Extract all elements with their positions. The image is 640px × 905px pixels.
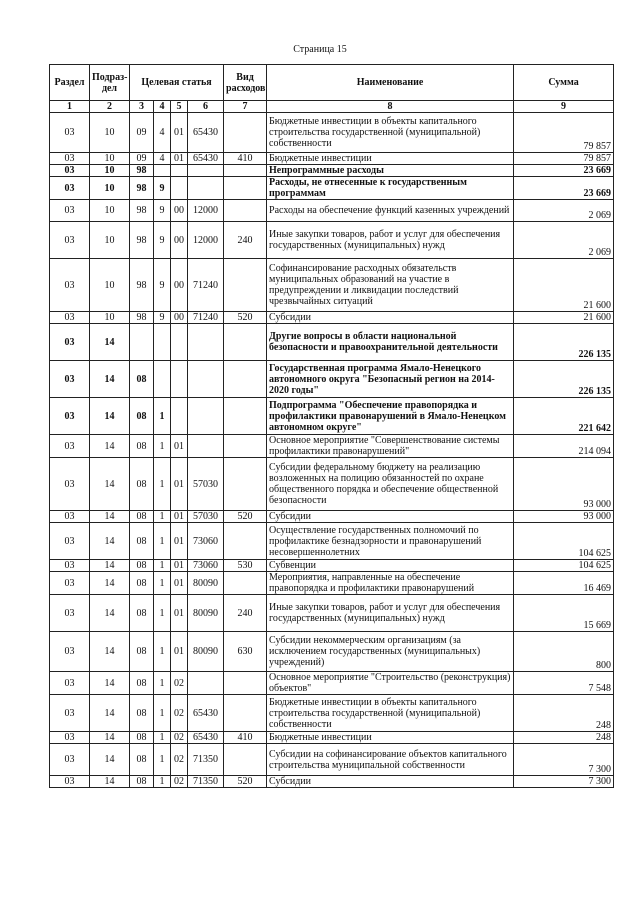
column-number-row [50, 101, 614, 113]
header-name: Наименование [267, 65, 514, 101]
table-body [50, 113, 614, 788]
code-cell-c1: 03 [50, 435, 90, 458]
name-cell: Субвенции [267, 560, 514, 572]
code-cell-c1: 03 [50, 672, 90, 695]
header-razdel: Раздел [50, 65, 90, 101]
code-cell-c2: 10 [90, 177, 130, 200]
code-cell-c7 [224, 324, 267, 361]
name-cell: Субсидии федеральному бюджету на реализацию возложенных на полицию обязанностей по охране общественного порядка и обеспечение общественной безопасности [267, 458, 514, 511]
table-row [50, 200, 614, 222]
column-number: 4 [154, 101, 171, 113]
code-cell-c7 [224, 259, 267, 312]
code-cell-c5: 01 [171, 523, 188, 560]
code-cell-c6 [188, 672, 224, 695]
code-cell-c7 [224, 165, 267, 177]
table-row [50, 632, 614, 672]
code-cell-c1: 03 [50, 324, 90, 361]
sum-cell: 800 [514, 632, 614, 672]
code-cell-c5 [171, 165, 188, 177]
code-cell-c4: 1 [154, 732, 171, 744]
code-cell-c3 [130, 324, 154, 361]
code-cell-c1: 03 [50, 523, 90, 560]
column-number: 3 [130, 101, 154, 113]
header-vid-raskhodov: Вид расходов [224, 65, 267, 101]
code-cell-c1: 03 [50, 222, 90, 259]
code-cell-c7 [224, 744, 267, 776]
table-row [50, 511, 614, 523]
sum-cell: 79 857 [514, 153, 614, 165]
code-cell-c5: 00 [171, 222, 188, 259]
sum-cell: 23 669 [514, 165, 614, 177]
code-cell-c6 [188, 165, 224, 177]
code-cell-c5 [171, 324, 188, 361]
code-cell-c2: 14 [90, 511, 130, 523]
code-cell-c4: 1 [154, 523, 171, 560]
code-cell-c3: 09 [130, 153, 154, 165]
code-cell-c2: 14 [90, 776, 130, 788]
code-cell-c5: 01 [171, 458, 188, 511]
sum-cell: 7 300 [514, 744, 614, 776]
code-cell-c2: 10 [90, 113, 130, 153]
sum-cell: 21 600 [514, 312, 614, 324]
code-cell-c6 [188, 398, 224, 435]
code-cell-c2: 14 [90, 324, 130, 361]
code-cell-c6: 71350 [188, 744, 224, 776]
table-row [50, 695, 614, 732]
sum-cell: 248 [514, 695, 614, 732]
header-row [50, 65, 614, 101]
code-cell-c4: 1 [154, 398, 171, 435]
column-number: 5 [171, 101, 188, 113]
code-cell-c6: 80090 [188, 632, 224, 672]
code-cell-c3: 08 [130, 572, 154, 595]
name-cell: Иные закупки товаров, работ и услуг для обеспечения государственных (муниципальных) нужд [267, 222, 514, 259]
code-cell-c3: 08 [130, 695, 154, 732]
header-sum: Сумма [514, 65, 614, 101]
sum-cell: 214 094 [514, 435, 614, 458]
table-row [50, 572, 614, 595]
name-cell: Бюджетные инвестиции [267, 153, 514, 165]
sum-cell: 23 669 [514, 177, 614, 200]
code-cell-c4: 1 [154, 672, 171, 695]
code-cell-c4 [154, 165, 171, 177]
code-cell-c2: 10 [90, 312, 130, 324]
code-cell-c7 [224, 177, 267, 200]
code-cell-c7: 530 [224, 560, 267, 572]
code-cell-c5: 02 [171, 732, 188, 744]
sum-cell: 2 069 [514, 222, 614, 259]
code-cell-c3: 98 [130, 165, 154, 177]
table-row [50, 165, 614, 177]
code-cell-c1: 03 [50, 560, 90, 572]
code-cell-c7 [224, 695, 267, 732]
code-cell-c6: 65430 [188, 695, 224, 732]
code-cell-c7: 240 [224, 595, 267, 632]
name-cell: Государственная программа Ямало-Ненецкого автономного округа "Безопасный регион на 2014-2020 годы" [267, 361, 514, 398]
sum-cell: 104 625 [514, 560, 614, 572]
page-title: Страница 15 [293, 44, 347, 55]
code-cell-c2: 10 [90, 153, 130, 165]
code-cell-c1: 03 [50, 177, 90, 200]
code-cell-c7: 410 [224, 732, 267, 744]
code-cell-c1: 03 [50, 595, 90, 632]
code-cell-c3: 08 [130, 361, 154, 398]
code-cell-c6: 57030 [188, 511, 224, 523]
table-row [50, 744, 614, 776]
code-cell-c6 [188, 435, 224, 458]
code-cell-c2: 14 [90, 361, 130, 398]
code-cell-c4 [154, 361, 171, 398]
code-cell-c7 [224, 458, 267, 511]
code-cell-c5: 01 [171, 153, 188, 165]
code-cell-c5 [171, 398, 188, 435]
code-cell-c2: 14 [90, 458, 130, 511]
code-cell-c1: 03 [50, 511, 90, 523]
code-cell-c7 [224, 435, 267, 458]
code-cell-c3: 08 [130, 632, 154, 672]
code-cell-c1: 03 [50, 732, 90, 744]
code-cell-c2: 14 [90, 398, 130, 435]
code-cell-c1: 03 [50, 361, 90, 398]
code-cell-c7 [224, 523, 267, 560]
name-cell: Другие вопросы в области национальной безопасности и правоохранительной деятельности [267, 324, 514, 361]
budget-table [49, 64, 614, 788]
code-cell-c3: 08 [130, 435, 154, 458]
code-cell-c1: 03 [50, 695, 90, 732]
code-cell-c2: 14 [90, 672, 130, 695]
code-cell-c3: 08 [130, 595, 154, 632]
table-row [50, 776, 614, 788]
code-cell-c3: 08 [130, 732, 154, 744]
table-row [50, 259, 614, 312]
code-cell-c6: 73060 [188, 523, 224, 560]
code-cell-c3: 08 [130, 511, 154, 523]
sum-cell: 93 000 [514, 458, 614, 511]
name-cell: Субсидии на софинансирование объектов капитального строительства муниципальной собственности [267, 744, 514, 776]
code-cell-c2: 14 [90, 523, 130, 560]
code-cell-c1: 03 [50, 259, 90, 312]
code-cell-c7: 520 [224, 312, 267, 324]
code-cell-c3: 09 [130, 113, 154, 153]
code-cell-c5: 02 [171, 744, 188, 776]
code-cell-c2: 14 [90, 595, 130, 632]
code-cell-c6 [188, 361, 224, 398]
sum-cell: 226 135 [514, 324, 614, 361]
name-cell: Субсидии [267, 312, 514, 324]
code-cell-c4: 9 [154, 177, 171, 200]
code-cell-c5: 01 [171, 113, 188, 153]
code-cell-c4: 9 [154, 312, 171, 324]
code-cell-c5: 01 [171, 435, 188, 458]
code-cell-c6 [188, 177, 224, 200]
code-cell-c5: 02 [171, 672, 188, 695]
sum-cell: 7 548 [514, 672, 614, 695]
code-cell-c3: 08 [130, 744, 154, 776]
code-cell-c5: 01 [171, 511, 188, 523]
code-cell-c4: 1 [154, 632, 171, 672]
code-cell-c1: 03 [50, 200, 90, 222]
code-cell-c4: 1 [154, 435, 171, 458]
table-row [50, 113, 614, 153]
code-cell-c4: 1 [154, 572, 171, 595]
code-cell-c1: 03 [50, 744, 90, 776]
column-number: 1 [50, 101, 90, 113]
code-cell-c1: 03 [50, 572, 90, 595]
code-cell-c4: 9 [154, 222, 171, 259]
code-cell-c7: 630 [224, 632, 267, 672]
code-cell-c3: 08 [130, 523, 154, 560]
code-cell-c6: 65430 [188, 113, 224, 153]
code-cell-c5 [171, 361, 188, 398]
code-cell-c2: 14 [90, 732, 130, 744]
column-number: 6 [188, 101, 224, 113]
code-cell-c1: 03 [50, 458, 90, 511]
code-cell-c5: 01 [171, 572, 188, 595]
code-cell-c7: 520 [224, 511, 267, 523]
code-cell-c2: 10 [90, 165, 130, 177]
code-cell-c6: 73060 [188, 560, 224, 572]
column-number: 8 [267, 101, 514, 113]
code-cell-c6: 71240 [188, 312, 224, 324]
code-cell-c4: 1 [154, 511, 171, 523]
table-row [50, 153, 614, 165]
sum-cell: 226 135 [514, 361, 614, 398]
code-cell-c4: 9 [154, 259, 171, 312]
code-cell-c2: 10 [90, 222, 130, 259]
sum-cell: 93 000 [514, 511, 614, 523]
code-cell-c3: 98 [130, 222, 154, 259]
code-cell-c4: 1 [154, 695, 171, 732]
sum-cell: 21 600 [514, 259, 614, 312]
code-cell-c6: 80090 [188, 595, 224, 632]
name-cell: Подпрограмма "Обеспечение правопорядка и профилактики правонарушений в Ямало-Ненецком автономном округе" [267, 398, 514, 435]
code-cell-c5: 01 [171, 632, 188, 672]
code-cell-c1: 03 [50, 398, 90, 435]
code-cell-c6: 80090 [188, 572, 224, 595]
code-cell-c5: 00 [171, 259, 188, 312]
name-cell: Субсидии [267, 776, 514, 788]
name-cell: Бюджетные инвестиции в объекты капитального строительства государственной (муниципальной) собственности [267, 113, 514, 153]
table-row [50, 312, 614, 324]
code-cell-c7 [224, 672, 267, 695]
code-cell-c3: 08 [130, 672, 154, 695]
name-cell: Расходы, не отнесенные к государственным программам [267, 177, 514, 200]
code-cell-c3: 08 [130, 560, 154, 572]
name-cell: Бюджетные инвестиции [267, 732, 514, 744]
table-row [50, 222, 614, 259]
code-cell-c6: 65430 [188, 153, 224, 165]
code-cell-c5: 01 [171, 595, 188, 632]
table-row [50, 560, 614, 572]
name-cell: Софинансирование расходных обязательств муниципальных образований на участие в предупреждении и ликвидации последствий чрезвычайных ситуаций [267, 259, 514, 312]
code-cell-c6: 71350 [188, 776, 224, 788]
name-cell: Расходы на обеспечение функций казенных учреждений [267, 200, 514, 222]
code-cell-c2: 10 [90, 259, 130, 312]
code-cell-c7 [224, 361, 267, 398]
name-cell: Иные закупки товаров, работ и услуг для обеспечения государственных (муниципальных) нужд [267, 595, 514, 632]
sum-cell: 16 469 [514, 572, 614, 595]
code-cell-c7 [224, 113, 267, 153]
code-cell-c7 [224, 398, 267, 435]
code-cell-c2: 14 [90, 435, 130, 458]
sum-cell: 2 069 [514, 200, 614, 222]
code-cell-c6: 12000 [188, 200, 224, 222]
code-cell-c6: 71240 [188, 259, 224, 312]
code-cell-c1: 03 [50, 113, 90, 153]
code-cell-c3: 08 [130, 776, 154, 788]
name-cell: Субсидии [267, 511, 514, 523]
code-cell-c5 [171, 177, 188, 200]
sum-cell: 104 625 [514, 523, 614, 560]
code-cell-c4: 1 [154, 458, 171, 511]
code-cell-c4: 1 [154, 560, 171, 572]
code-cell-c5: 00 [171, 200, 188, 222]
code-cell-c3: 08 [130, 398, 154, 435]
code-cell-c7: 240 [224, 222, 267, 259]
code-cell-c3: 98 [130, 259, 154, 312]
code-cell-c1: 03 [50, 153, 90, 165]
code-cell-c7 [224, 200, 267, 222]
name-cell: Бюджетные инвестиции в объекты капитального строительства государственной (муниципальной) собственности [267, 695, 514, 732]
sum-cell: 7 300 [514, 776, 614, 788]
code-cell-c7: 520 [224, 776, 267, 788]
code-cell-c7 [224, 572, 267, 595]
code-cell-c4: 4 [154, 113, 171, 153]
code-cell-c3: 98 [130, 312, 154, 324]
code-cell-c1: 03 [50, 776, 90, 788]
code-cell-c6: 65430 [188, 732, 224, 744]
code-cell-c2: 14 [90, 744, 130, 776]
code-cell-c2: 14 [90, 560, 130, 572]
code-cell-c2: 14 [90, 695, 130, 732]
code-cell-c4 [154, 324, 171, 361]
code-cell-c3: 98 [130, 200, 154, 222]
table-row [50, 361, 614, 398]
code-cell-c6: 57030 [188, 458, 224, 511]
code-cell-c4: 9 [154, 200, 171, 222]
code-cell-c7: 410 [224, 153, 267, 165]
name-cell: Осуществление государственных полномочий по профилактике безнадзорности и правонарушений несовершеннолетних [267, 523, 514, 560]
header-podrazdel: Подраз- дел [90, 65, 130, 101]
table-row [50, 523, 614, 560]
code-cell-c2: 14 [90, 632, 130, 672]
code-cell-c6: 12000 [188, 222, 224, 259]
code-cell-c5: 02 [171, 695, 188, 732]
code-cell-c5: 01 [171, 560, 188, 572]
code-cell-c2: 10 [90, 200, 130, 222]
sum-cell: 248 [514, 732, 614, 744]
name-cell: Субсидии некоммерческим организациям (за исключением государственных (муниципальных) учреждений) [267, 632, 514, 672]
sum-cell: 79 857 [514, 113, 614, 153]
column-number: 2 [90, 101, 130, 113]
table-row [50, 177, 614, 200]
code-cell-c1: 03 [50, 632, 90, 672]
table-row [50, 672, 614, 695]
code-cell-c3: 98 [130, 177, 154, 200]
name-cell: Непрограммные расходы [267, 165, 514, 177]
table-row [50, 595, 614, 632]
header-target-article: Целевая статья [130, 65, 224, 101]
code-cell-c4: 1 [154, 744, 171, 776]
table-row [50, 732, 614, 744]
name-cell: Основное мероприятие "Строительство (реконструкция) объектов" [267, 672, 514, 695]
sum-cell: 15 669 [514, 595, 614, 632]
code-cell-c4: 1 [154, 776, 171, 788]
name-cell: Мероприятия, направленные на обеспечение правопорядка и профилактики правонарушений [267, 572, 514, 595]
table-row [50, 435, 614, 458]
code-cell-c6 [188, 324, 224, 361]
table-row [50, 398, 614, 435]
sum-cell: 221 642 [514, 398, 614, 435]
table-row [50, 324, 614, 361]
code-cell-c1: 03 [50, 165, 90, 177]
column-number: 9 [514, 101, 614, 113]
code-cell-c3: 08 [130, 458, 154, 511]
code-cell-c5: 02 [171, 776, 188, 788]
code-cell-c4: 1 [154, 595, 171, 632]
code-cell-c2: 14 [90, 572, 130, 595]
column-number: 7 [224, 101, 267, 113]
table-row [50, 458, 614, 511]
code-cell-c1: 03 [50, 312, 90, 324]
name-cell: Основное мероприятие "Совершенствование системы профилактики правонарушений" [267, 435, 514, 458]
code-cell-c5: 00 [171, 312, 188, 324]
code-cell-c4: 4 [154, 153, 171, 165]
